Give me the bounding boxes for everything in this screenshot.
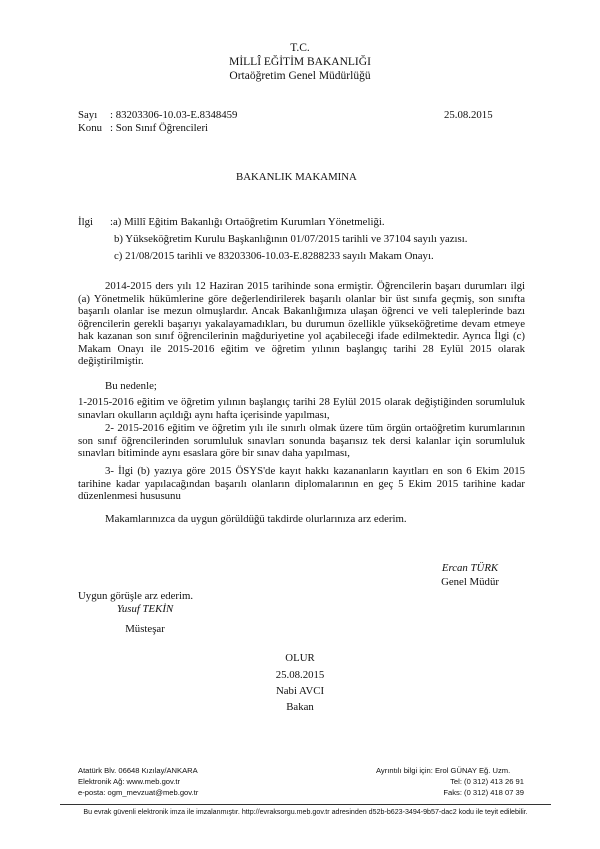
- e-signature-notice: Bu evrak güvenli elektronik imza ile imzalanmıştır. http://evraksorgu.meb.gov.tr adresinden d52b-b623-3494-9b57-dac2 kodu ile teyit edilebilir.: [83, 808, 528, 816]
- reference-c: c) 21/08/2015 tarihli ve 83203306-10.03-E.8288233 sayılı Makam Onayı.: [114, 250, 434, 262]
- paragraph-3: 1-2015-2016 eğitim ve öğretim yılının başlangıç tarihi 28 Eylül 2015 olarak değiştiğinden sorumluluk sınavları okulların açıldığı aynı hafta içerisinde yapılması,: [78, 396, 525, 421]
- paragraph-4: 2- 2015-2016 eğitim ve öğretim yılı ile sınırlı olmak üzere tüm örgün ortaöğretim kurumlarının son sınıf öğrencilerinden sorumluluk sınavları sonunda başarısız tek dersi kalanlar için sorumluluk sınavları bitiminde aynı esaslara göre bir sınav daha yapılması,: [78, 422, 525, 460]
- footer-web: Elektronik Ağ: www.meb.gov.tr: [78, 777, 180, 786]
- references-label: İlgi: [78, 216, 93, 228]
- endorsement-line: Uygun görüşle arz ederim.: [78, 590, 194, 602]
- approval-title: Bakan: [286, 701, 314, 713]
- paragraph-6-wrap: [78, 513, 525, 526]
- footer-phone: Tel: (0 312) 413 26 91: [450, 777, 524, 786]
- paragraph-5: 3- İlgi (b) yazıya göre 2015 ÖSYS'de kayıt hakkı kazananların kayıtları en son 6 Ekim 2015 tarihine kadar yapılacağından başarılı olanların diplomalarının en geç 5 Ekim 2015 tarihine kadar düzenlenmesi hususunu: [78, 465, 525, 503]
- reference-b: b) Yükseköğretim Kurulu Başkanlığının 01/07/2015 tarihli ve 37104 sayılı yazısı.: [114, 233, 468, 245]
- paragraph-5-wrap: [78, 465, 525, 503]
- approval-date: 25.08.2015: [275, 669, 325, 681]
- footer-contact: Ayrıntılı bilgi için: Erol GÜNAY Eğ. Uzm.: [376, 766, 511, 775]
- paragraph-3-wrap: [78, 396, 525, 421]
- signer-title: Genel Müdür: [441, 576, 499, 588]
- paragraph-6: Makamlarınızca da uygun görüldüğü takdirde olurlarınıza arz ederim.: [105, 513, 407, 525]
- footer-fax: Faks: (0 312) 418 07 39: [443, 788, 524, 797]
- letter-body: [78, 280, 525, 368]
- signer-name: Ercan TÜRK: [441, 562, 499, 574]
- paragraph-1: 2014-2015 ders yılı 12 Haziran 2015 tarihinde sona ermiştir. Öğrencilerin başarı durumları ilgi (a) Yönetmelik hükümlerine göre değerlendirilerek başarılı olanlar bir üst sınıfa geçmiş, son sınıfta başarılı olanlar ise mezun olmuşlardır. Ancak Bakanlığımıza ulaşan öğrenci ve veli taleplerinde bazı öğrencilerin gerekli başarıyı yakalayamadıkları, bu durumun özellikle yükseköğretime devam etmeye hak kazanan son sınıf öğrencilerinin mağduriyetine yol açabileceği ifade edilmektedir. Ayrıca İlgi (c) Makam Onayı ile 2015-2016 eğitim ve öğretim yılının başlangıç tarihi 28 Eylül 2015 olarak değiştirilmiştir.: [78, 280, 525, 368]
- header-tc: T.C.: [290, 42, 310, 54]
- sayi-label: Sayı: [78, 109, 98, 121]
- approval-name: Nabi AVCI: [275, 685, 325, 697]
- header-directorate: Ortaöğretim Genel Müdürlüğü: [229, 70, 371, 82]
- approval-olur: OLUR: [285, 652, 315, 664]
- konu-label: Konu: [78, 122, 102, 134]
- footer-address: Atatürk Blv. 06648 Kızılay/ANKARA: [78, 766, 198, 775]
- konu-value: : Son Sınıf Öğrencileri: [110, 122, 209, 134]
- footer-email: e-posta: ogm_mevzuat@meb.gov.tr: [78, 788, 199, 797]
- endorsement-name: Yusuf TEKİN: [116, 603, 174, 615]
- sayi-value: : 83203306-10.03-E.8348459: [110, 109, 238, 121]
- endorsement-title: Müsteşar: [125, 623, 165, 635]
- header-ministry: MİLLÎ EĞİTİM BAKANLIĞI: [229, 56, 371, 68]
- reference-a: :a) Millî Eğitim Bakanlığı Ortaöğretim Kurumları Yönetmeliği.: [110, 216, 385, 228]
- footer-divider: [60, 804, 551, 805]
- document-date: 25.08.2015: [444, 109, 493, 121]
- paragraph-4-wrap: [78, 422, 525, 460]
- paragraph-2-wrap: [78, 380, 525, 393]
- addressee: BAKANLIK MAKAMINA: [236, 171, 357, 183]
- paragraph-2: Bu nedenle;: [105, 380, 157, 392]
